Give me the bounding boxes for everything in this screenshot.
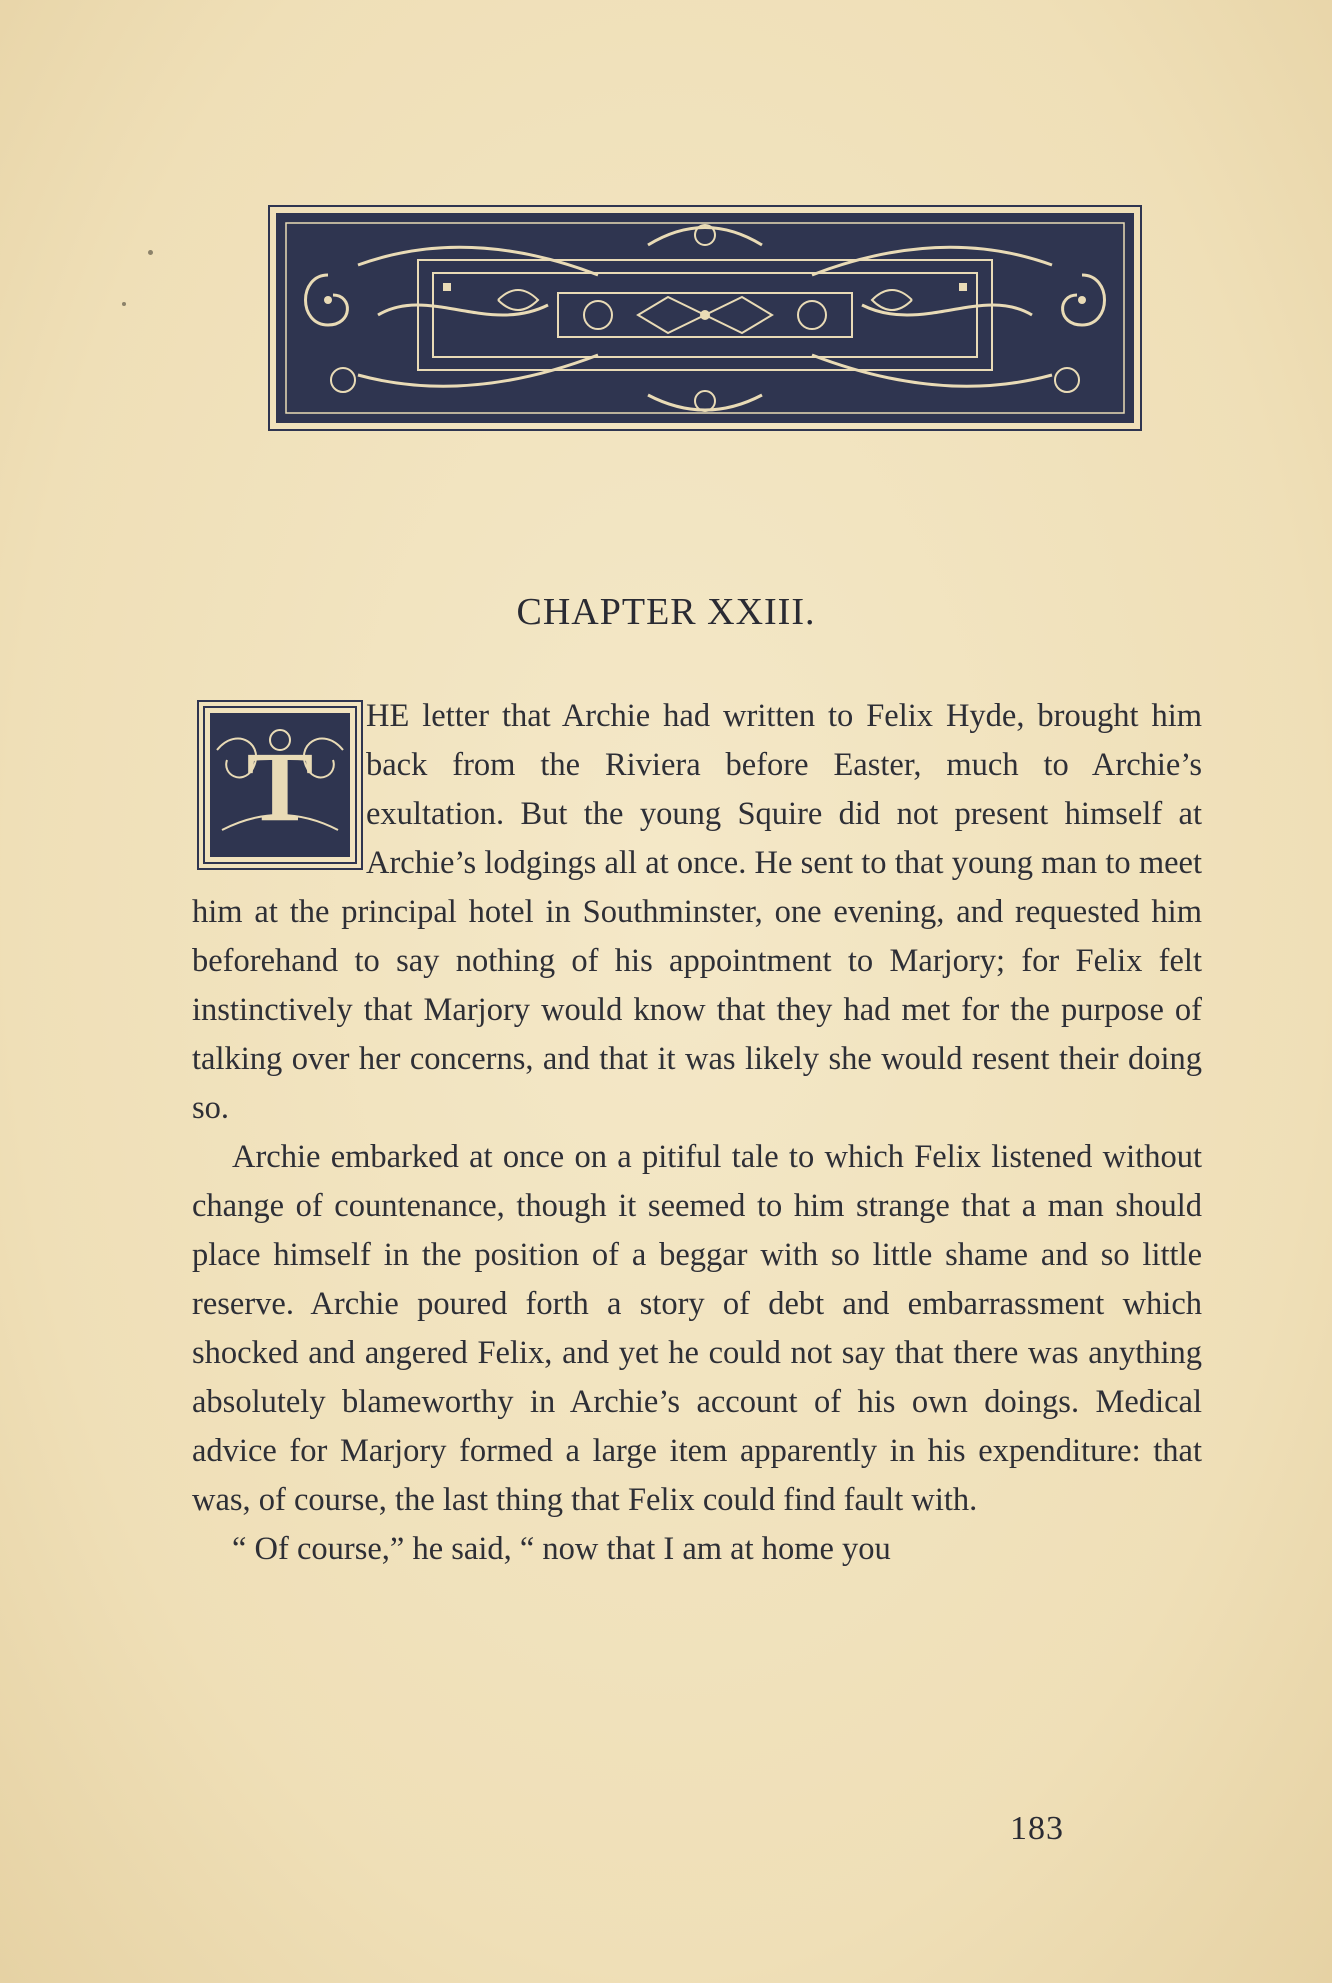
paragraph-text: HE letter that Archie had written to Felix Hyde, brought him back from the Riviera before Easter, much to Archie’s exultation. But the young Squire did not present himself at Archie’s lodgings all at once. He sent to that young man to meet him at the principal hotel in Southminster, one evening, and requested him beforehand to say nothing of his appointment to Marjory; for Felix felt instinctively that Marjory would know that they had met for the purpose of talking over her concerns, and that it was likely she would resent their doing so.	[192, 698, 1202, 1126]
drop-cap-spacer	[192, 692, 366, 884]
svg-text:T: T	[246, 731, 314, 842]
chapter-heading: CHAPTER XXIII.	[516, 591, 816, 633]
page-number: 183	[1010, 1810, 1064, 1847]
paragraph	[192, 692, 1202, 1133]
ink-speck	[148, 250, 153, 255]
ornamental-headpiece-icon	[268, 205, 1142, 431]
paragraph: “ Of course,” he said, “ now that I am at home you	[232, 1531, 891, 1567]
paragraph: Archie embarked at once on a pitiful tale to which Felix listened without change of countenance, though it seemed to him strange that a man should place himself in the position of a beggar with so little shame and so little reserve. Archie poured forth a story of debt and embarrassment which shocked and angered Felix, and yet he could not say that there was anything absolutely blameworthy in Archie’s account of his own doings. Medical advice for Marjory formed a large item apparently in his expenditure: that was, of course, the last thing that Felix could find fault with.	[192, 1139, 1202, 1518]
chapter-body	[192, 692, 1202, 1574]
ink-speck	[122, 302, 126, 306]
